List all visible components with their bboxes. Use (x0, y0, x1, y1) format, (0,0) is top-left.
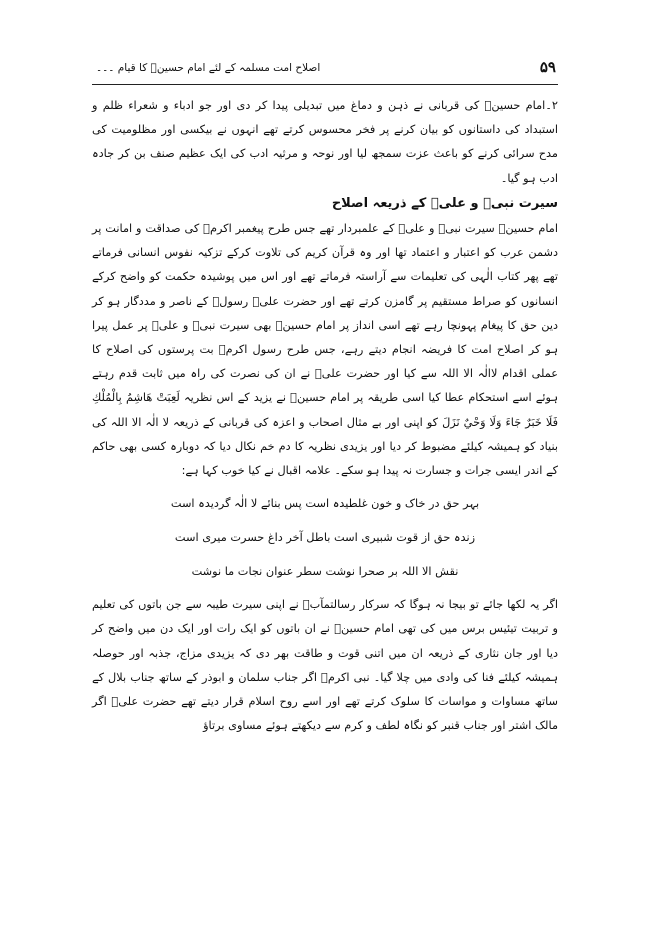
page-body (92, 94, 558, 738)
poem-block (92, 487, 558, 589)
poem-line-1: بہر حق در خاک و خون غلطیدہ است پس بنائے لا الٰہ گردیدہ است (170, 497, 480, 511)
poem-line-2: زندہ حق از قوت شبیری است باطل آخر داغ حسرت میری است (174, 531, 476, 545)
paragraph-3: اگر یہ لکھا جائے تو بیجا نہ ہوگا کہ سرکار رسالتمآبؐ نے اپنی سیرت طیبہ سے جن باتوں کی تعلیم و تربیت تیئیس برس میں کی تھی امام حسینؑ نے ان باتوں کو ایک رات اور ایک دن میں واضح کر دیا اور جان نثاری کے ذریعہ ان میں اتنی قوت و طاقت بھر دی کہ یزیدی مزاج، جذبہ اور حوصلہ ہمیشہ کیلئے فنا کی وادی میں چلا گیا۔ نبی اکرمؐ اگر جناب سلمان و ابوذر کے ساتھ جناب بلال کے ساتھ مساوات و مواسات کا سلوک کرتے تھے اور اسے روح اسلام قرار دیتے تھے حضرت علیؑ اگر مالک اشتر اور جناب قنبر کو نگاہ لطف و کرم سے دیکھتے ہوئے مساوی برتاؤ (92, 598, 558, 733)
page-header (92, 56, 558, 85)
paragraph-2: امام حسینؑ سیرت نبیؐ و علیؑ کے علمبردار تھے جس طرح پیغمبر اکرمؐ کی صداقت و امانت پر دشمن عرب کو اعتبار و اعتماد تھا اور وہ قرآن کریم کی تلاوت کرکے تزکیہ نفوس انسانی فرماتے تھے پھر کتاب الٰہی کی تعلیمات سے آراستہ فرماتے تھے اور اس میں پوشیدہ حکمت کو واضح کرکے انسانوں کو صراط مستقیم پر گامزن کرتے تھے اور حضرت علیؑ رسولؐ کے ناصر و مددگار ہو کر دین حق کا پیغام پہونچا رہے تھے اسی انداز پر امام حسینؑ بھی سیرت نبیؐ و علیؑ پر عمل پیرا ہو کر اصلاح امت کا فریضہ انجام دیتے رہے، جس طرح رسول اکرمؐ بت پرستوں کی اصلاح کا عملی اقدام لاالٰہ الا اللہ سے کیا اور حضرت علیؑ نے ان کی نصرت کی راہ میں ثابت قدم رہتے ہوئے اسے استحکام عطا کیا اسی طریقہ پر امام حسینؑ نے یزید کے اس نظریہ لَعِبَتْ هَاشِمُ بِالْمُلْكِ فَلَا خَبَرٌ جَاءَ وَلَا وَحْيٌ نَزَلَ کو اپنی اور بے مثال اصحاب و اعزہ کی قربانی کے ذریعہ لا الٰہ الا اللہ کی بنیاد کو ہمیشہ کیلئے مضبوط کر دیا اور یزیدی نظریہ کا دم خم نکال دیا کہ دوبارہ کسی بھی حاکم کے اندر ایسی جرات و جسارت نہ پیدا ہو سکے۔ علامہ اقبال نے کیا خوب کہا ہے: (92, 222, 558, 478)
poem-line-3: نقش الا اللہ بر صحرا نوشت سطر عنوان نجات ما نوشت (191, 565, 459, 579)
paragraph-1: ۲۔امام حسینؑ کی قربانی نے ذہن و دماغ میں تبدیلی پیدا کر دی اور جو ادباء و شعراء ظلم و استبداد کی داستانوں کو بیان کرنے پر فخر محسوس کرتے تھے انہوں نے بیکسی اور مظلومیت کی مدح سرائی کرنے کو باعث عزت سمجھ لیا اور نوحہ و مرثیہ ادب کی ایک عظیم صنف بن کر جادہ ادب ہو گیا۔ (92, 99, 558, 185)
section-heading: سیرت نبیؐ و علیؑ کے ذریعہ اصلاح (331, 195, 558, 211)
page-number: ۵۹ (539, 58, 556, 76)
running-title: اصلاح امت مسلمہ کے لئے امام حسینؑ کا قیام ۔۔۔ (96, 62, 321, 74)
